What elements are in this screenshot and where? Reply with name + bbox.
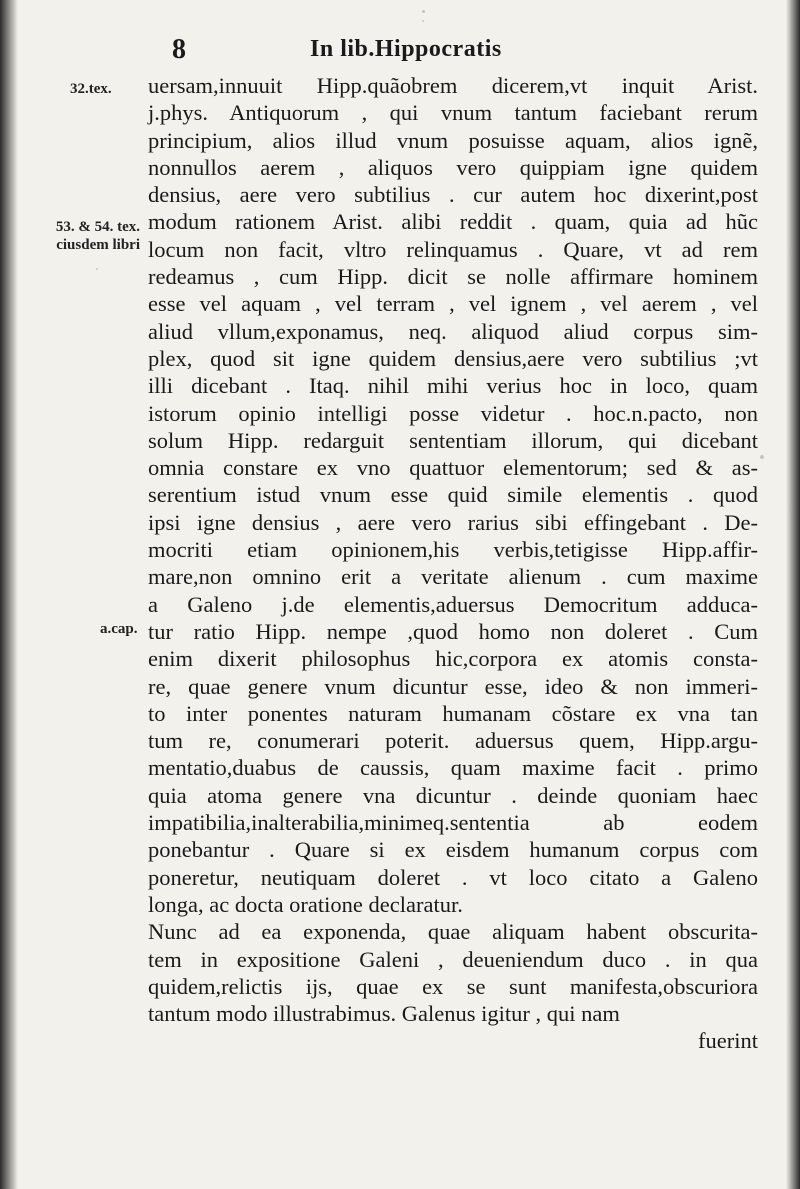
text-line: to inter ponentes naturam humanam cõstare ex vna tan: [148, 700, 758, 726]
text-line: solum Hipp. redarguit sententiam illorum, qui dicebant: [148, 427, 758, 453]
text-line: j.phys. Antiquorum , qui vnum tantum faciebant rerum: [148, 100, 758, 126]
text-line: redeamus , cum Hipp. dicit se nolle affirmare hominem: [148, 264, 758, 290]
text-line: ipsi igne densius , aere vero rarius sibi effingebant . De-: [148, 509, 758, 535]
text-line: densius, aere vero subtilius . cur autem hoc dixerint,post: [148, 182, 758, 208]
page-number: 8: [172, 34, 186, 65]
text-line: quia atoma genere vna dicuntur . deinde quoniam haec: [148, 782, 758, 808]
text-line: mocriti etiam opinionem,his verbis,tetigisse Hipp.affir-: [148, 537, 758, 563]
text-line: Nunc ad ea exponenda, quae aliquam habent obscurita-: [148, 919, 758, 945]
text-line: nonnullos aerem , aliquos vero quippiam igne quidem: [148, 154, 758, 180]
text-line: longa, ac docta oratione declaratur.: [148, 891, 463, 917]
body-text: [148, 72, 758, 1055]
text-line: tum re, conumerari poterit. aduersus quem, Hipp.argu-: [148, 728, 758, 754]
text-line: mare,non omnino erit a veritate alienum . cum maxime: [148, 564, 758, 590]
margin-note-3: a.cap.: [100, 621, 138, 637]
text-line: omnia constare ex vno quattuor elementorum; sed & as-: [148, 455, 758, 481]
paper-speck: [96, 268, 98, 270]
catchword: fuerint: [698, 1028, 758, 1054]
text-line: poneretur, neutiquam doleret . vt loco citato a Galeno: [148, 864, 758, 890]
text-line: locum non facit, vltro relinquamus . Quare, vt ad rem: [148, 236, 758, 262]
text-line: modum rationem Arist. alibi reddit . quam, quia ad hũc: [148, 209, 758, 235]
page-left-edge: [0, 0, 18, 1189]
page-header: [150, 34, 650, 70]
text-line: mentatio,duabus de caussis, quam maxime facit . primo: [148, 755, 758, 781]
text-line: plex, quod sit igne quidem densius,aere vero subtilius ;vt: [148, 345, 758, 371]
paper-speck: [422, 10, 425, 13]
text-line: illi dicebant . Itaq. nihil mihi verius hoc in loco, quam: [148, 373, 758, 399]
text-line: impatibilia,inalterabilia,minimeq.sententia ab eodem: [148, 810, 758, 836]
margin-note-1: 32.tex.: [70, 81, 112, 97]
text-line: principium, alios illud vnum posuisse aquam, alios ignẽ,: [148, 127, 758, 153]
page-right-edge: [786, 0, 800, 1189]
text-line: a Galeno j.de elementis,aduersus Democritum adduca-: [148, 591, 758, 617]
text-line: tem in expositione Galeni , deueniendum duco . in qua: [148, 946, 758, 972]
text-line: serentium istud vnum esse quid simile elementis . quod: [148, 482, 758, 508]
text-line: quidem,relictis ijs, quae ex se sunt manifesta,obscuriora: [148, 973, 758, 999]
text-line: esse vel aquam , vel terram , vel ignem , vel aerem , vel: [148, 291, 758, 317]
running-title: In lib.Hippocratis: [310, 36, 502, 62]
text-line: ponebantur . Quare si ex eisdem humanum corpus com: [148, 837, 758, 863]
text-line: enim dixerit philosophus hic,corpora ex atomis consta-: [148, 646, 758, 672]
margin-note-2: 53. & 54. tex. ciusdem libri: [55, 219, 140, 253]
text-line: re, quae genere vnum dicuntur esse, ideo & non immeri-: [148, 673, 758, 699]
text-line: aliud vllum,exponamus, neq. aliquod aliud corpus sim-: [148, 318, 758, 344]
paper-speck: [422, 20, 424, 22]
text-line: istorum opinio intelligi posse videtur . hoc.n.pacto, non: [148, 400, 758, 426]
text-line: uersam,innuuit Hipp.quãobrem dicerem,vt inquit Arist.: [148, 73, 758, 98]
text-line: tur ratio Hipp. nempe ,quod homo non doleret . Cum: [148, 618, 758, 644]
paper-speck: [760, 455, 764, 459]
text-line: tantum modo illustrabimus. Galenus igitur , qui nam: [148, 1001, 620, 1027]
